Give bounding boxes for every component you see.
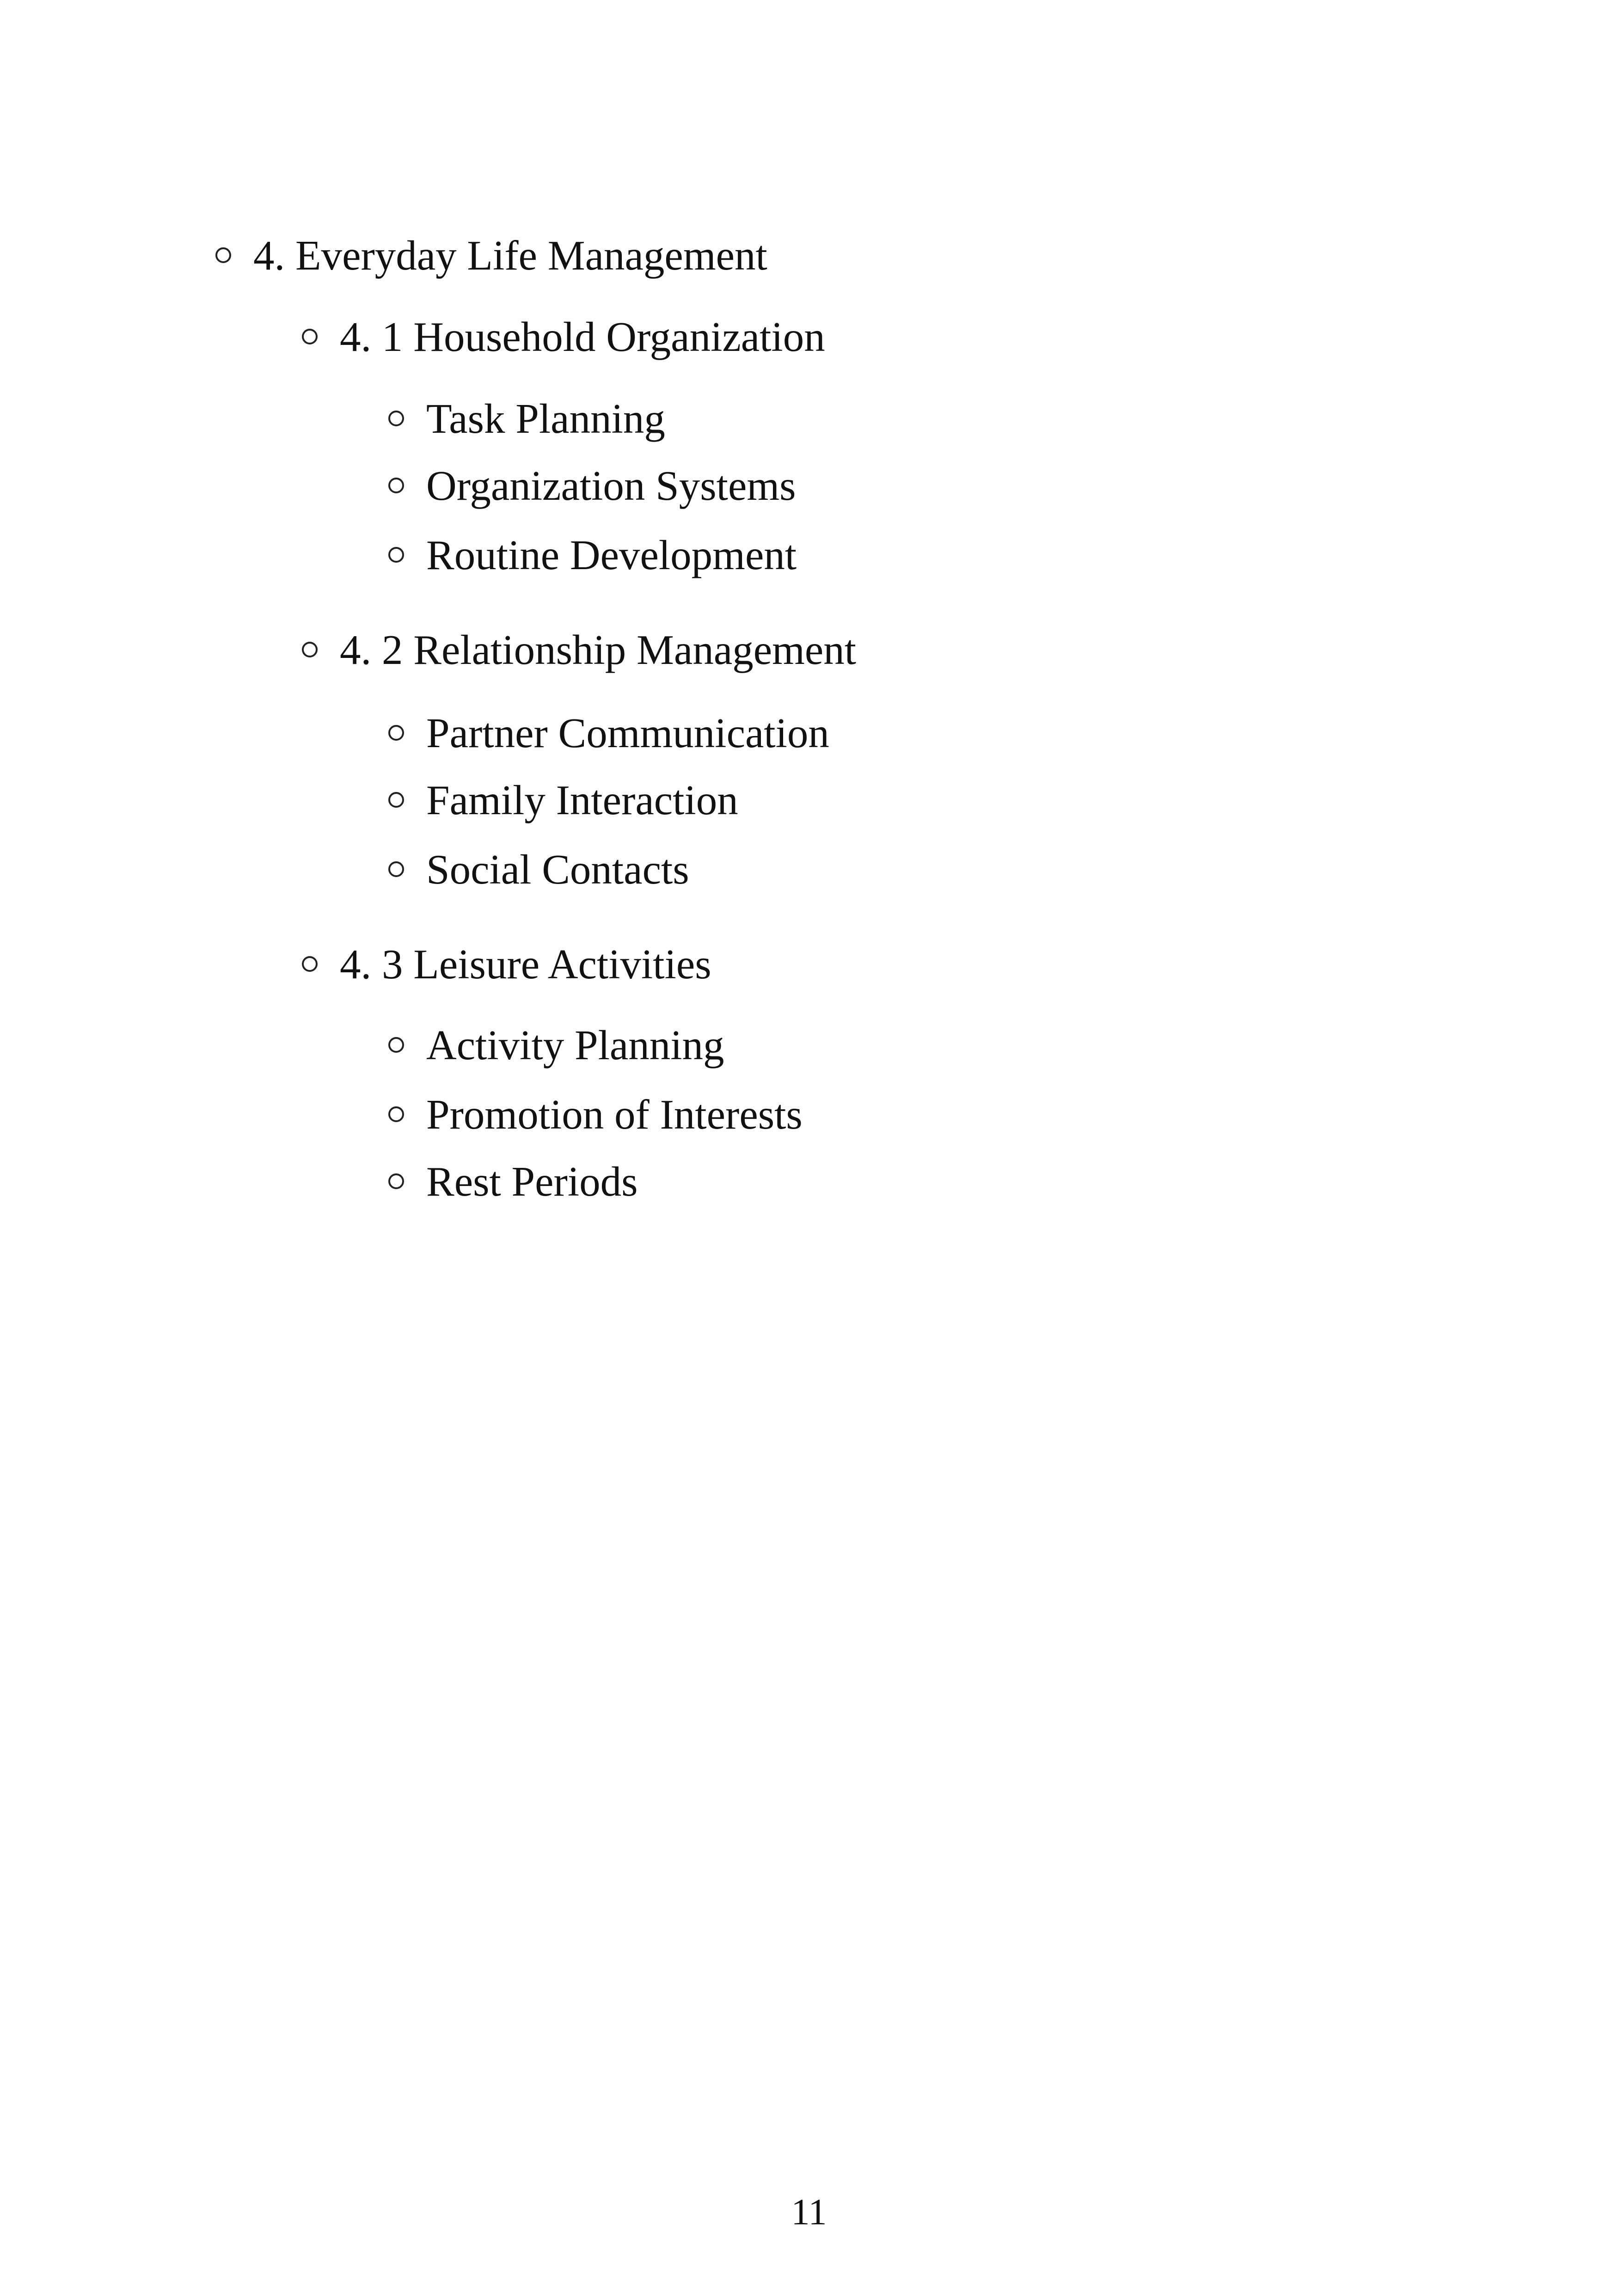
circle-bullet-icon — [388, 1037, 404, 1053]
outline-item — [388, 1024, 724, 1066]
outline-item — [388, 712, 829, 754]
outline-item-label: Rest Periods — [426, 1158, 638, 1205]
outline-item-label: Task Planning — [426, 395, 665, 442]
outline-item — [388, 462, 796, 509]
outline-subsection-4-1 — [302, 313, 825, 360]
outline-item-label: Social Contacts — [426, 846, 689, 893]
circle-bullet-icon — [388, 1173, 404, 1189]
circle-bullet-icon — [388, 861, 404, 877]
circle-bullet-icon — [388, 547, 404, 563]
outline-item-label: Organization Systems — [426, 462, 796, 509]
outline-subsection-4-3 — [302, 941, 711, 988]
circle-bullet-icon — [302, 956, 318, 972]
subsection-heading: 4. 2 Relationship Management — [340, 626, 857, 673]
circle-bullet-icon — [388, 1106, 404, 1122]
subsection-heading: 4. 3 Leisure Activities — [340, 941, 711, 988]
outline-item — [388, 395, 665, 442]
page-number: 11 — [791, 2192, 827, 2233]
outline-section-4 — [215, 232, 767, 279]
outline-item — [388, 1093, 803, 1136]
outline-item-label: Promotion of Interests — [426, 1091, 803, 1138]
circle-bullet-icon — [302, 329, 318, 344]
outline-item — [388, 779, 738, 821]
outline-item-label: Family Interaction — [426, 777, 738, 823]
section-heading: 4. Everyday Life Management — [253, 232, 767, 279]
outline-item-label: Activity Planning — [426, 1022, 724, 1068]
subsection-heading: 4. 1 Household Organization — [340, 313, 825, 360]
circle-bullet-icon — [388, 411, 404, 426]
circle-bullet-icon — [388, 478, 404, 493]
circle-bullet-icon — [388, 792, 404, 808]
outline-subsection-4-2 — [302, 626, 857, 673]
circle-bullet-icon — [302, 642, 318, 657]
outline-item — [388, 846, 689, 893]
outline-item — [388, 1160, 638, 1203]
circle-bullet-icon — [215, 247, 231, 263]
outline-item-label: Routine Development — [426, 532, 797, 578]
circle-bullet-icon — [388, 725, 404, 741]
outline-item — [388, 534, 797, 576]
outline-item-label: Partner Communication — [426, 710, 829, 756]
